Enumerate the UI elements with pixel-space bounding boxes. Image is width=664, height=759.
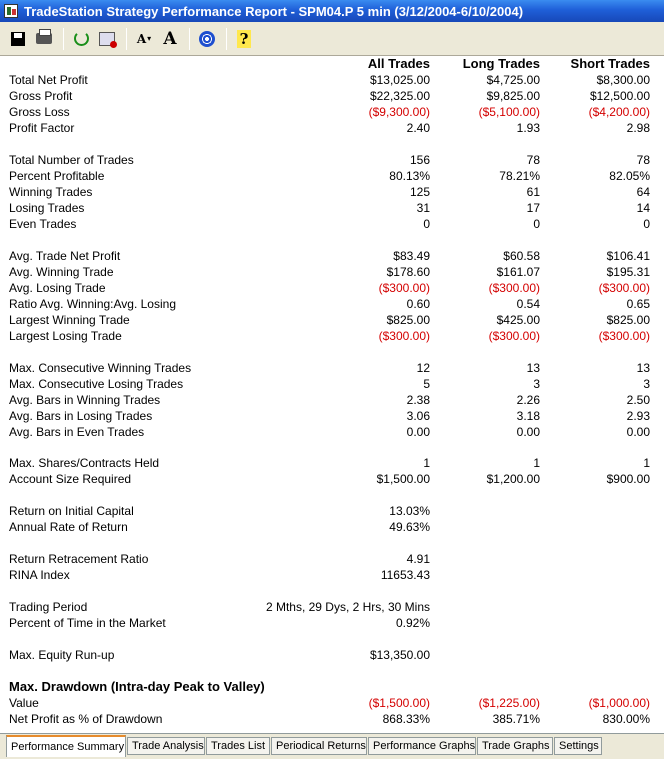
row-label: Trading Period [9,600,88,614]
row-gross-profit [0,88,664,104]
value-long: $425.00 [496,313,540,327]
value-short: 2.50 [626,393,650,407]
value-all: 12 [416,361,430,375]
refresh-button[interactable] [69,27,93,51]
row-label: Annual Rate of Return [9,520,128,534]
tab-trade-analysis[interactable]: Trade Analysis [127,737,205,755]
value-long: ($300.00) [488,329,540,343]
row-max-shares [0,455,664,471]
decrease-font-button[interactable]: A ▾ [136,31,152,46]
value-short: 14 [636,201,650,215]
row-net-profit-pct-drawdown [0,711,664,727]
value-long: 13 [526,361,540,375]
row-avg-bars-losing [0,408,664,424]
row-label: Profit Factor [9,121,75,135]
row-label: Gross Loss [9,105,70,119]
value-short: $195.31 [606,265,650,279]
target-button[interactable] [195,27,219,51]
value-short: 2.98 [626,121,650,135]
value-long: $60.58 [503,249,540,263]
value-all: ($9,300.00) [368,105,430,119]
value-long: 1 [533,456,540,470]
value-all: 5 [423,377,430,391]
row-rina-index [0,567,664,583]
value-all: 31 [416,201,430,215]
row-percent-profitable [0,168,664,184]
tab-settings[interactable]: Settings [554,737,602,755]
row-label: Max. Consecutive Losing Trades [9,377,184,391]
properties-button[interactable] [95,27,119,51]
window-title: TradeStation Strategy Performance Report - SPM04.P 5 min (3/12/2004-6/10/2004) [24,3,524,19]
value-all: 868.33% [382,712,430,726]
row-drawdown-value [0,695,664,711]
value-all: 4.91 [406,552,430,566]
row-label: Avg. Bars in Losing Trades [9,409,153,423]
increase-font-icon: A [163,28,177,49]
value-short: $8,300.00 [596,73,650,87]
save-icon [11,32,25,46]
drawdown-section-title: Max. Drawdown (Intra-day Peak to Valley) [9,679,265,694]
value-all: $13,350.00 [369,648,430,662]
tab-trade-graphs[interactable]: Trade Graphs [477,737,553,755]
row-winning-trades [0,184,664,200]
value-all: 13.03% [389,504,430,518]
app-icon [4,4,18,18]
header-long-trades: Long Trades [462,56,540,71]
row-max-equity-runup [0,647,664,663]
decrease-font-icon: A [136,31,147,46]
value-long: ($1,225.00) [478,696,540,710]
row-avg-winning-trade [0,264,664,280]
row-trading-period [0,599,664,615]
row-account-size [0,471,664,487]
row-label: Gross Profit [9,89,73,103]
row-avg-bars-even [0,424,664,440]
row-avg-bars-winning [0,392,664,408]
print-button[interactable] [32,27,56,51]
value-long: ($5,100.00) [478,105,540,119]
value-all: 3.06 [406,409,430,423]
report-tabs [0,733,664,759]
value-short: 13 [636,361,650,375]
row-annual-return [0,519,664,535]
row-max-consec-winning [0,360,664,376]
row-ratio-win-loss [0,296,664,312]
value-long: $1,200.00 [486,472,540,486]
value-long: ($300.00) [488,281,540,295]
row-label: Losing Trades [9,201,85,215]
value-short: ($4,200.00) [588,105,650,119]
value-short: 0.00 [626,425,650,439]
row-label: Avg. Winning Trade [9,265,114,279]
value-short: ($300.00) [598,281,650,295]
value-all: 1 [423,456,430,470]
value-all: $22,325.00 [369,89,430,103]
value-all: 2.40 [406,121,430,135]
row-label: Account Size Required [9,472,132,486]
value-short: 64 [636,185,650,199]
toolbar-separator [226,28,227,50]
row-max-consec-losing [0,376,664,392]
value-all: ($300.00) [378,281,430,295]
value-long: 0.54 [516,297,540,311]
value-short: 3 [643,377,650,391]
value-long: $4,725.00 [486,73,540,87]
value-short: ($1,000.00) [588,696,650,710]
value-all: 0.60 [406,297,430,311]
value-all: $83.49 [393,249,430,263]
row-losing-trades [0,200,664,216]
row-total-trades [0,152,664,168]
header-short-trades: Short Trades [570,56,650,71]
row-label: RINA Index [9,568,70,582]
toolbar-separator [189,28,190,50]
value-long: $9,825.00 [486,89,540,103]
row-label: Avg. Bars in Even Trades [9,425,145,439]
value-short: 78 [636,153,650,167]
value-short: $106.41 [606,249,650,263]
value-short: ($300.00) [598,329,650,343]
value-short: 0 [643,217,650,231]
row-return-initial-capital [0,503,664,519]
value-all: $1,500.00 [376,472,430,486]
row-profit-factor [0,120,664,136]
value-short: $900.00 [606,472,650,486]
header-all-trades: All Trades [367,56,430,71]
toolbar [0,22,664,56]
row-label: Return Retracement Ratio [9,552,149,566]
row-largest-winning-trade [0,312,664,328]
row-label: Percent Profitable [9,169,105,183]
increase-font-button[interactable] [158,27,182,51]
value-all: $178.60 [386,265,430,279]
value-all: $13,025.00 [369,73,430,87]
value-all: $825.00 [386,313,430,327]
value-short: 0.65 [626,297,650,311]
value-all: 0 [423,217,430,231]
tab-trades-list[interactable]: Trades List [206,737,270,755]
tab-performance-summary[interactable]: Performance Summary [6,735,126,757]
column-headers [0,56,664,72]
value-all: 125 [409,185,430,199]
row-return-retracement [0,551,664,567]
properties-icon [99,32,115,46]
value-short: 82.05% [609,169,650,183]
performance-summary-report [0,56,664,733]
value-all: 0.92% [395,616,430,630]
value-long: 0 [533,217,540,231]
toolbar-separator [63,28,64,50]
row-even-trades [0,216,664,232]
row-total-net-profit [0,72,664,88]
value-short: 830.00% [602,712,650,726]
refresh-icon [74,31,89,46]
value-long: 17 [526,201,540,215]
value-long: 61 [526,185,540,199]
save-button[interactable] [6,27,30,51]
target-icon [199,31,215,47]
value-all: ($300.00) [378,329,430,343]
value-short: $825.00 [606,313,650,327]
print-icon [36,33,52,44]
row-label: Largest Losing Trade [9,329,122,343]
row-label: Ratio Avg. Winning:Avg. Losing [9,297,176,311]
row-label: Max. Consecutive Winning Trades [9,361,192,375]
value-long: 0.00 [516,425,540,439]
row-label: Avg. Bars in Winning Trades [9,393,161,407]
row-percent-time-market [0,615,664,631]
row-gross-loss [0,104,664,120]
value-long: 78.21% [499,169,540,183]
row-label: Net Profit as % of Drawdown [9,712,163,726]
row-largest-losing-trade [0,328,664,344]
value-all: ($1,500.00) [368,696,430,710]
tab-periodical-returns[interactable]: Periodical Returns [271,737,367,755]
value-long: 1.93 [516,121,540,135]
help-icon: ? [237,30,252,48]
row-avg-trade-net-profit [0,248,664,264]
title-bar [0,0,664,22]
row-avg-losing-trade [0,280,664,296]
row-label: Largest Winning Trade [9,313,130,327]
row-label: Total Number of Trades [9,153,134,167]
row-label: Even Trades [9,217,77,231]
row-label: Return on Initial Capital [9,504,134,518]
value-long: 385.71% [492,712,540,726]
toolbar-separator [126,28,127,50]
row-label: Avg. Trade Net Profit [9,249,121,263]
value-all: 49.63% [389,520,430,534]
help-button[interactable] [232,27,256,51]
value-long: 78 [526,153,540,167]
row-label: Winning Trades [9,185,93,199]
value-all: 2.38 [406,393,430,407]
row-label: Max. Equity Run-up [9,648,115,662]
value-long: $161.07 [496,265,540,279]
value-all: 80.13% [389,169,430,183]
row-label: Total Net Profit [9,73,88,87]
row-label: Percent of Time in the Market [9,616,166,630]
value-short: 1 [643,456,650,470]
value-all: 11653.43 [380,568,430,582]
row-label: Max. Shares/Contracts Held [9,456,160,470]
value-short: 2.93 [626,409,650,423]
row-label: Value [9,696,39,710]
tab-performance-graphs[interactable]: Performance Graphs [368,737,476,755]
row-label: Avg. Losing Trade [9,281,106,295]
value-short: $12,500.00 [589,89,650,103]
value-all: 0.00 [406,425,430,439]
value-all: 2 Mths, 29 Dys, 2 Hrs, 30 Mins [265,600,430,614]
value-long: 3 [533,377,540,391]
value-long: 3.18 [516,409,540,423]
value-all: 156 [409,153,430,167]
value-long: 2.26 [516,393,540,407]
